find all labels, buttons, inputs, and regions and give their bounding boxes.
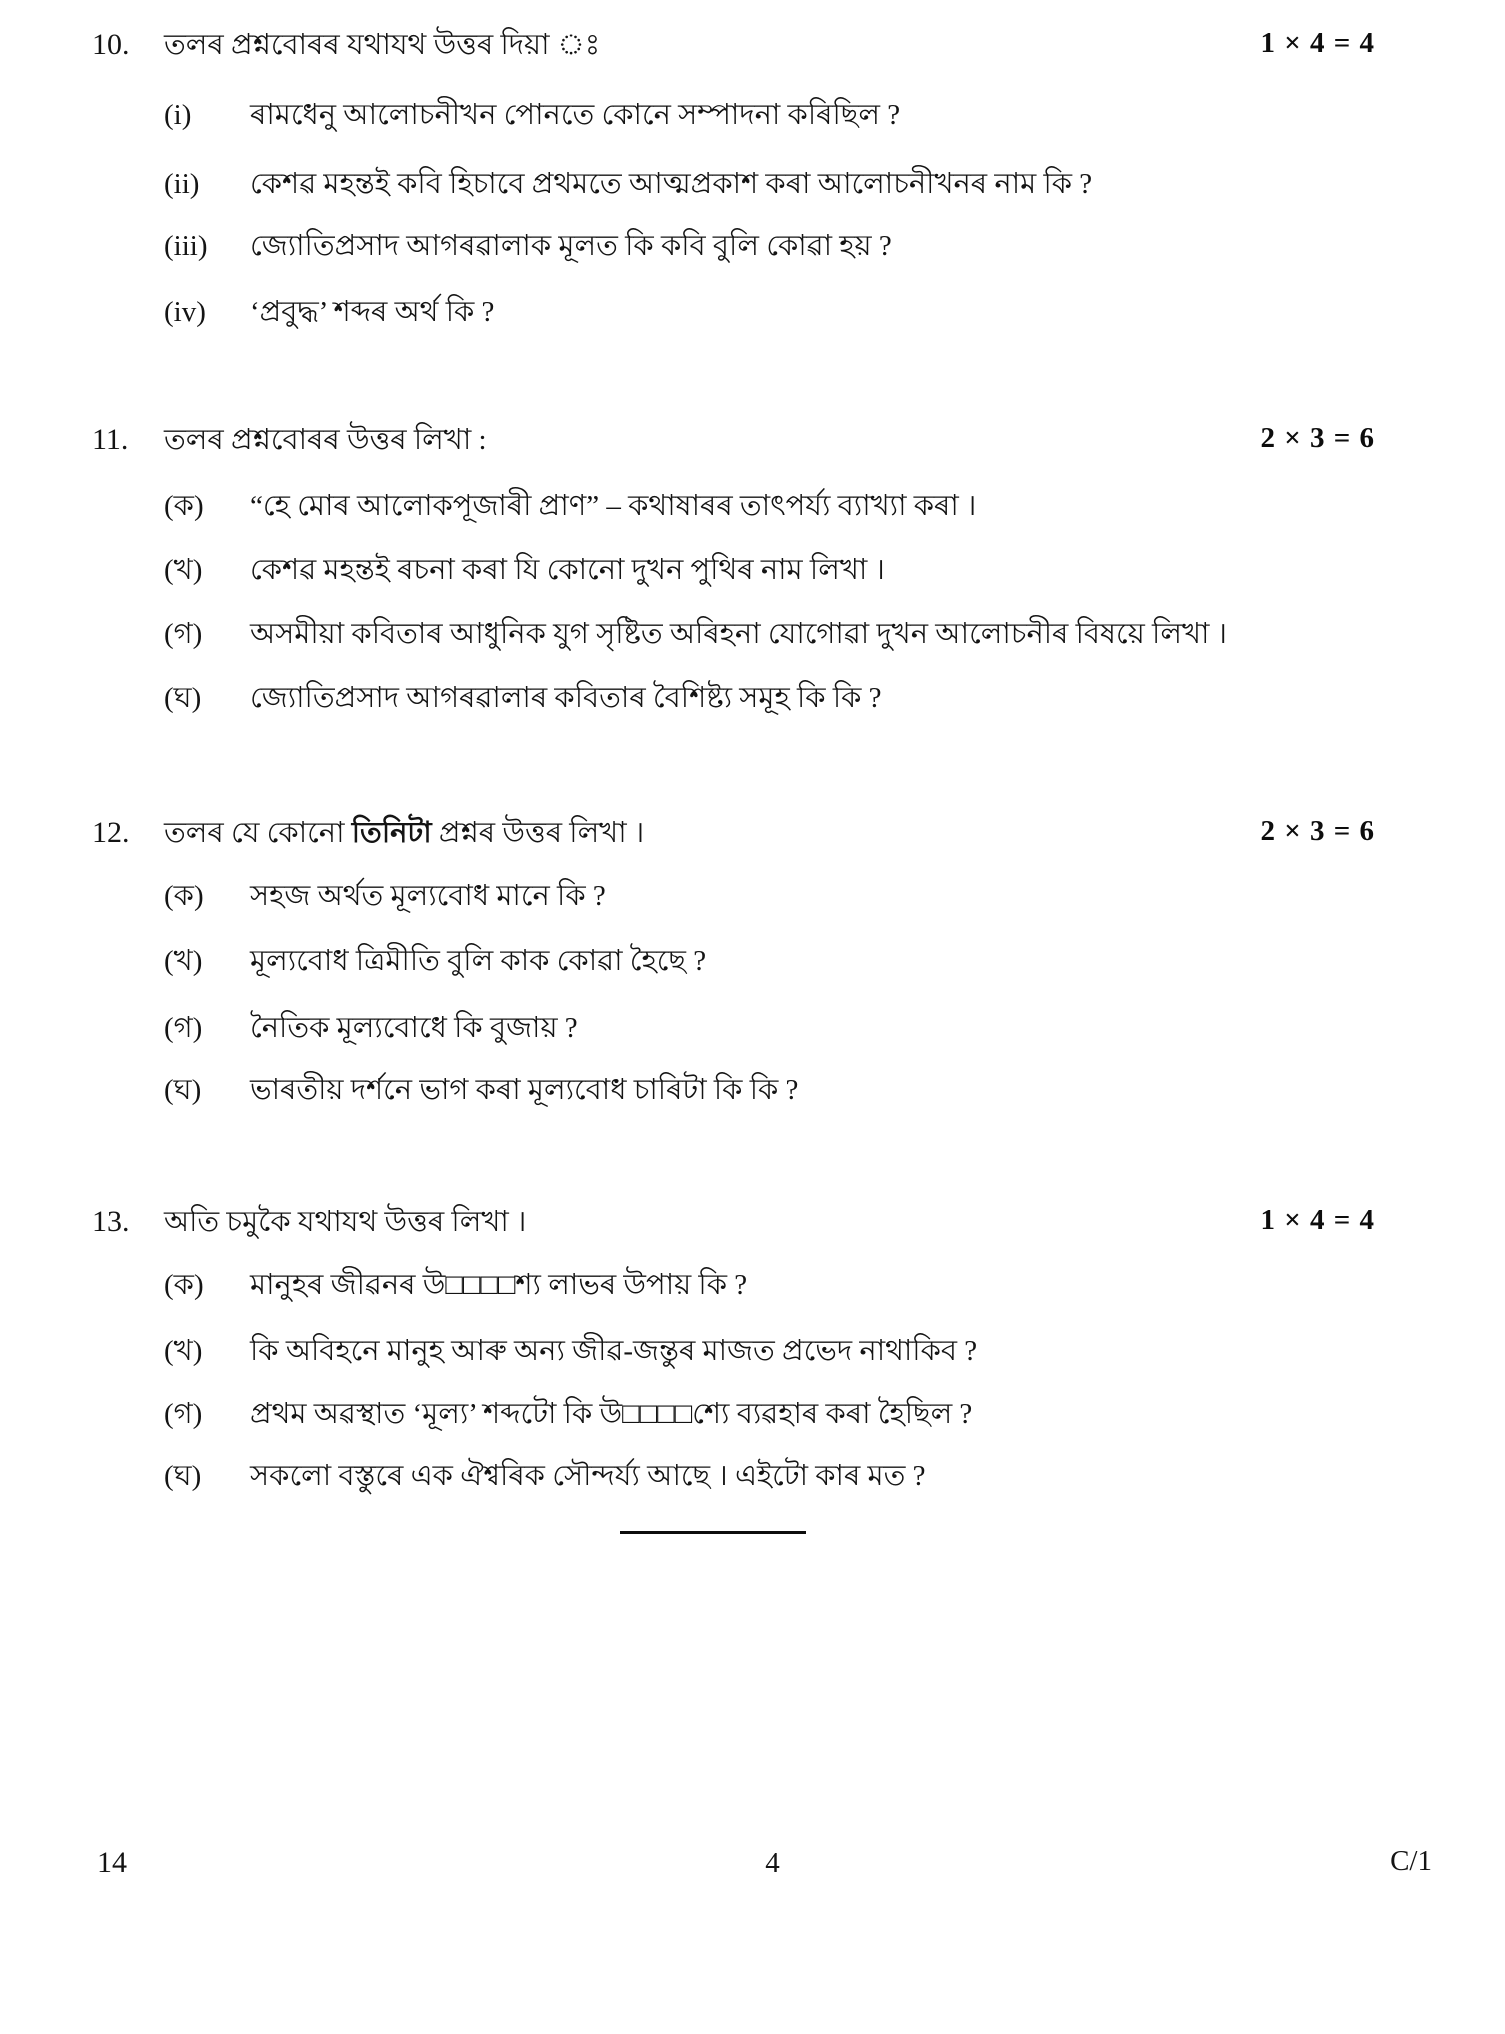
item-label: (i) [164,99,192,131]
item-text: প্ৰথম অৱস্থাত ‘মূল্য’ শব্দটো কি উ□□□□শ্যে ব্যৱহাৰ কৰা হৈছিল ? [250,1398,973,1430]
question-11-item-ga [0,616,1505,654]
item-text: মানুহৰ জীৱনৰ উ□□□□শ্য লাভৰ উপায় কি ? [250,1269,748,1301]
question-11-header [0,420,1505,460]
footer-page-number: 4 [765,1847,780,1879]
item-text: জ্যোতিপ্ৰসাদ আগৰৱালাৰ কবিতাৰ বৈশিষ্ট্য সমূহ কি কি ? [250,682,882,714]
question-12-item-ka [0,878,1505,916]
item-text: জ্যোতিপ্ৰসাদ আগৰৱালাক মূলত কি কবি বুলি কোৱা হয় ? [250,230,892,262]
question-12-item-gha [0,1072,1505,1110]
item-label: (iii) [164,230,208,262]
question-marks: 2 × 3 = 6 [1260,422,1375,454]
question-marks: 1 × 4 = 4 [1260,1204,1375,1236]
question-12-item-kha [0,943,1505,981]
question-text-bold: তিনিটা [351,817,432,849]
item-text: ভাৰতীয় দৰ্শনে ভাগ কৰা মূল্যবোধ চাৰিটা কি কি ? [250,1074,799,1106]
item-label: (গ) [164,1398,203,1430]
question-10-item-ii [0,166,1505,204]
item-label: (ii) [164,168,200,200]
item-label: (খ) [164,945,203,977]
question-13-item-kha [0,1333,1505,1371]
item-label: (ঘ) [164,682,202,714]
question-11-item-ka [0,488,1505,526]
question-12-header [0,813,1505,853]
item-label: (গ) [164,1012,203,1044]
question-13-item-ka [0,1267,1505,1305]
item-label: (ঘ) [164,1074,202,1106]
item-label: (iv) [164,296,206,328]
question-11-item-kha [0,552,1505,590]
question-text: তলৰ প্ৰশ্নবোৰৰ উত্তৰ লিখা : [164,424,487,456]
item-label: (ক) [164,1269,204,1301]
question-text-post: প্ৰশ্নৰ উত্তৰ লিখা । [431,817,645,849]
item-text: মূল্যবোধ ত্ৰিমীতি বুলি কাক কোৱা হৈছে ? [250,945,707,977]
section-divider-line [620,1531,806,1534]
item-text: সহজ অৰ্থত মূল্যবোধ মানে কি ? [250,880,606,912]
question-text-pre: তলৰ যে কোনো [164,817,352,849]
footer-booklet-number: 14 [97,1846,127,1879]
question-13-item-ga [0,1396,1505,1434]
question-10-item-i [0,97,1505,135]
item-label: (ক) [164,490,204,522]
item-label: (ক) [164,880,204,912]
question-10-item-iii [0,228,1505,266]
question-number: 12. [92,816,130,849]
item-text: কেশৱ মহন্তই ৰচনা কৰা যি কোনো দুখন পুথিৰ নাম লিখা । [250,554,885,586]
question-13-item-gha [0,1458,1505,1496]
question-number: 13. [92,1205,130,1238]
item-text: নৈতিক মূল্যবোধে কি বুজায় ? [250,1012,578,1044]
item-label: (গ) [164,618,203,650]
question-text: অতি চমুকৈ যথাযথ উত্তৰ লিখা । [164,1206,527,1238]
item-text: অসমীয়া কবিতাৰ আধুনিক যুগ সৃষ্টিত অৰিহনা যোগোৱা দুখন আলোচনীৰ বিষয়ে লিখা । [250,618,1228,650]
question-10-header [0,25,1505,65]
question-11-item-gha [0,680,1505,718]
question-text: তলৰ প্ৰশ্নবোৰৰ যথাযথ উত্তৰ দিয়া ঃ [164,29,601,61]
question-number: 10. [92,28,130,61]
item-text: “হে মোৰ আলোকপূজাৰী প্ৰাণ” – কথাষাৰৰ তাৎপৰ্য্য ব্যাখ্যা কৰা । [250,490,977,522]
question-marks: 1 × 4 = 4 [1260,27,1375,59]
question-number: 11. [92,423,129,456]
item-text: কেশৱ মহন্তই কবি হিচাবে প্ৰথমতে আত্মপ্ৰকাশ কৰা আলোচনীখনৰ নাম কি ? [250,168,1093,200]
question-12-item-ga [0,1010,1505,1048]
item-label: (খ) [164,1335,203,1367]
item-text: ৰামধেনু আলোচনীখন পোনতে কোনে সম্পাদনা কৰিছিল ? [250,99,901,131]
footer-set-code: C/1 [1390,1845,1432,1877]
item-text: সকলো বস্তুৰে এক ঐশ্বৰিক সৌন্দৰ্য্য আছে । এইটো কাৰ মত ? [250,1460,926,1492]
question-13-header [0,1202,1505,1242]
question-10-item-iv [0,294,1505,332]
item-text: ‘প্ৰবুদ্ধ’ শব্দৰ অৰ্থ কি ? [250,296,495,328]
question-marks: 2 × 3 = 6 [1260,815,1375,847]
item-label: (ঘ) [164,1460,202,1492]
item-text: কি অবিহনে মানুহ আৰু অন্য জীৱ-জন্তুৰ মাজত প্ৰভেদ নাথাকিব ? [250,1335,978,1367]
item-label: (খ) [164,554,203,586]
